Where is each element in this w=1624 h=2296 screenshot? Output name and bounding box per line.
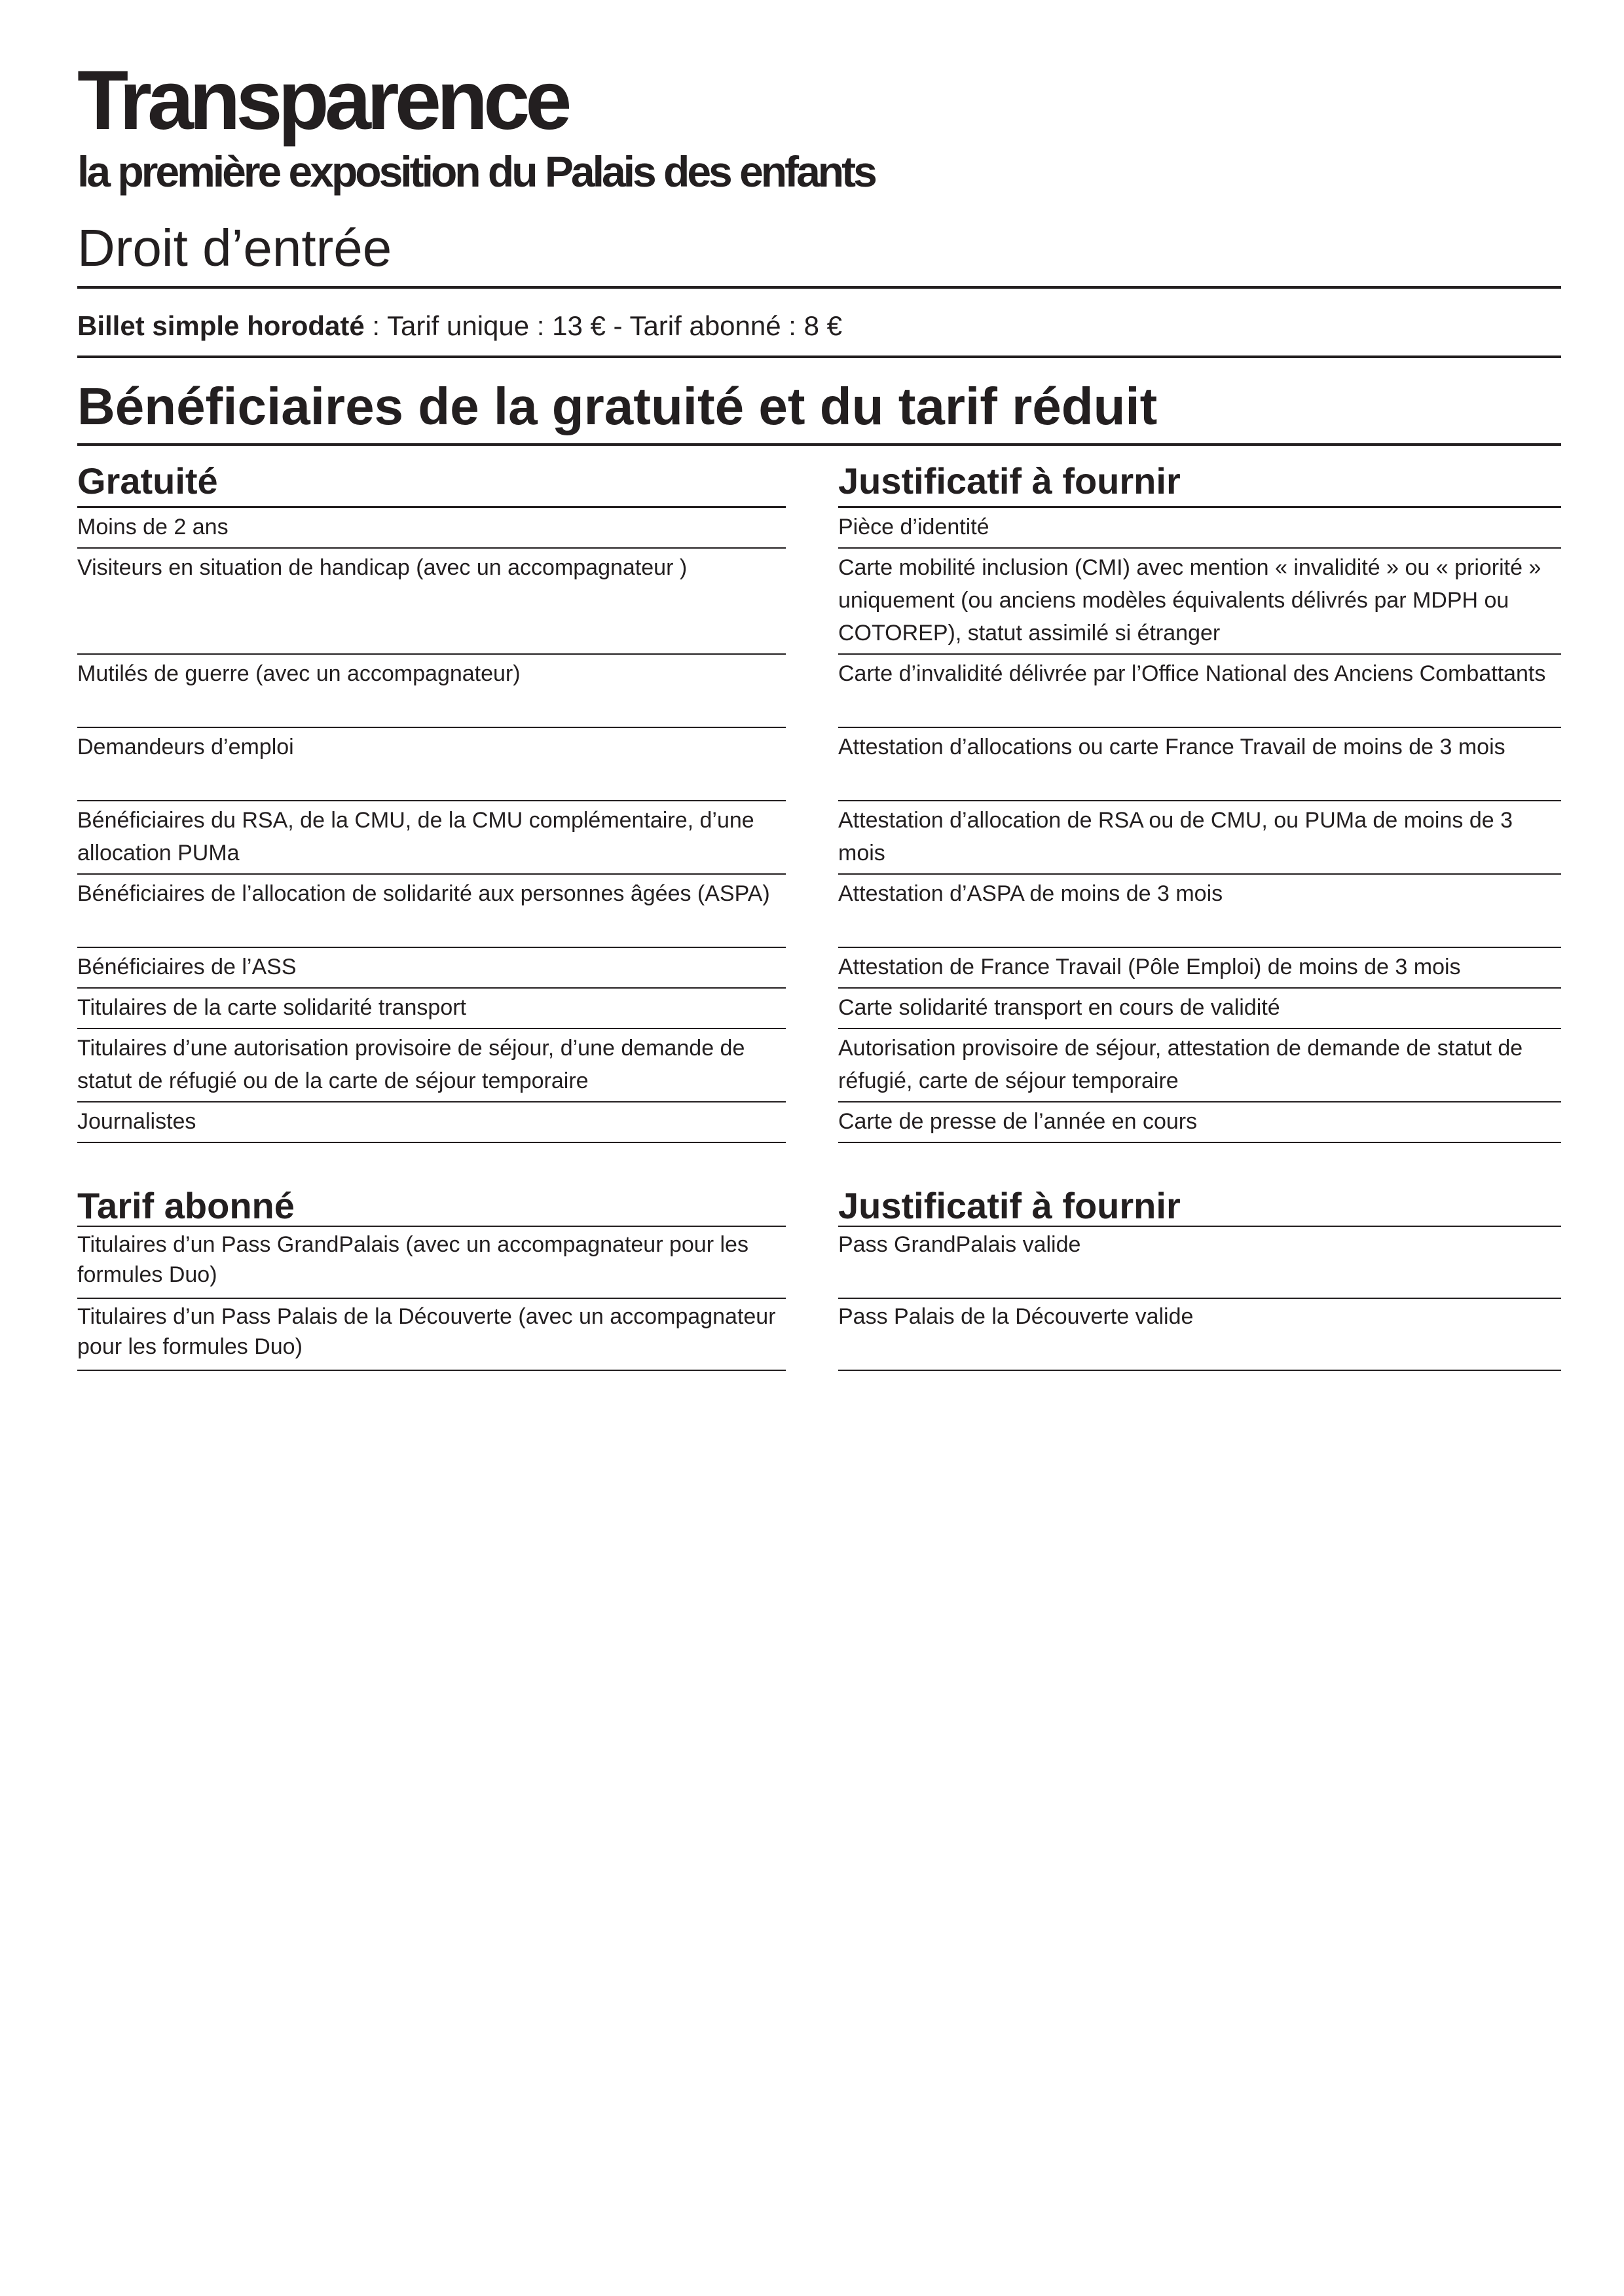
proof-row: Attestation d’ASPA de moins de 3 mois: [838, 875, 1561, 948]
gratuite-column: [77, 446, 786, 1143]
gratuite-section: [77, 446, 1561, 1143]
proof-row: Attestation d’allocation de RSA ou de CMU, ou PUMa de moins de 3 mois: [838, 801, 1561, 875]
ticket-price-line: [77, 289, 1561, 358]
exhibition-title: Transparence: [77, 54, 568, 147]
gratuite-row: Visiteurs en situation de handicap (avec un accompagnateur ): [77, 549, 786, 655]
ticket-label: Billet simple horodaté: [77, 310, 365, 341]
entry-heading: Droit d’entrée: [77, 222, 1561, 289]
ticket-prices: : Tarif unique : 13 € - Tarif abonné : 8 €: [364, 310, 843, 341]
gratuite-row: Bénéficiaires du RSA, de la CMU, de la CMU complémentaire, d’une allocation PUMa: [77, 801, 786, 875]
abonne-column-head: Tarif abonné: [77, 1188, 786, 1227]
proof-row: Carte de presse de l’année en cours: [838, 1102, 1561, 1143]
proof-row: Attestation de France Travail (Pôle Emploi) de moins de 3 mois: [838, 948, 1561, 989]
exhibition-subtitle: la première exposition du Palais des enfants: [77, 147, 875, 196]
beneficiaries-heading: Bénéficiaires de la gratuité et du tarif réduit: [77, 380, 1561, 446]
proof-row: Pass GrandPalais valide: [838, 1227, 1561, 1299]
gratuite-column-head: Gratuité: [77, 446, 786, 508]
gratuite-row: Mutilés de guerre (avec un accompagnateur): [77, 655, 786, 728]
gratuite-row: Journalistes: [77, 1102, 786, 1143]
gratuite-row: Demandeurs d’emploi: [77, 728, 786, 801]
gratuite-proof-column: [838, 446, 1561, 1143]
proof-row: Carte d’invalidité délivrée par l’Office National des Anciens Combattants: [838, 655, 1561, 728]
gratuite-row: Moins de 2 ans: [77, 508, 786, 549]
proof-row: Pass Palais de la Découverte valide: [838, 1299, 1561, 1371]
document-page: [77, 54, 1561, 1371]
gratuite-proof-head: Justificatif à fournir: [838, 446, 1561, 508]
gratuite-row: Bénéficiaires de l’ASS: [77, 948, 786, 989]
gratuite-row: Titulaires d’une autorisation provisoire de séjour, d’une demande de statut de réfugié ou de la carte de séjour temporaire: [77, 1029, 786, 1102]
proof-row: Carte mobilité inclusion (CMI) avec mention « invalidité » ou « priorité » uniquement (ou anciens modèles équivalents délivrés par MDPH ou COTOREP), statut assimilé si étranger: [838, 549, 1561, 655]
proof-row: Carte solidarité transport en cours de validité: [838, 989, 1561, 1029]
gratuite-row: Bénéficiaires de l’allocation de solidarité aux personnes âgées (ASPA): [77, 875, 786, 948]
abonne-section: [77, 1184, 1561, 1371]
proof-row: Autorisation provisoire de séjour, attestation de demande de statut de réfugié, carte de séjour temporaire: [838, 1029, 1561, 1102]
abonne-proof-head: Justificatif à fournir: [838, 1188, 1561, 1227]
proof-row: Attestation d’allocations ou carte France Travail de moins de 3 mois: [838, 728, 1561, 801]
proof-row: Pièce d’identité: [838, 508, 1561, 549]
gratuite-row: Titulaires de la carte solidarité transport: [77, 989, 786, 1029]
abonne-proof-column: [838, 1184, 1561, 1371]
abonne-column: [77, 1184, 786, 1371]
abonne-row: Titulaires d’un Pass GrandPalais (avec un accompagnateur pour les formules Duo): [77, 1227, 786, 1299]
abonne-row: Titulaires d’un Pass Palais de la Découverte (avec un accompagnateur pour les formules Duo): [77, 1299, 786, 1371]
